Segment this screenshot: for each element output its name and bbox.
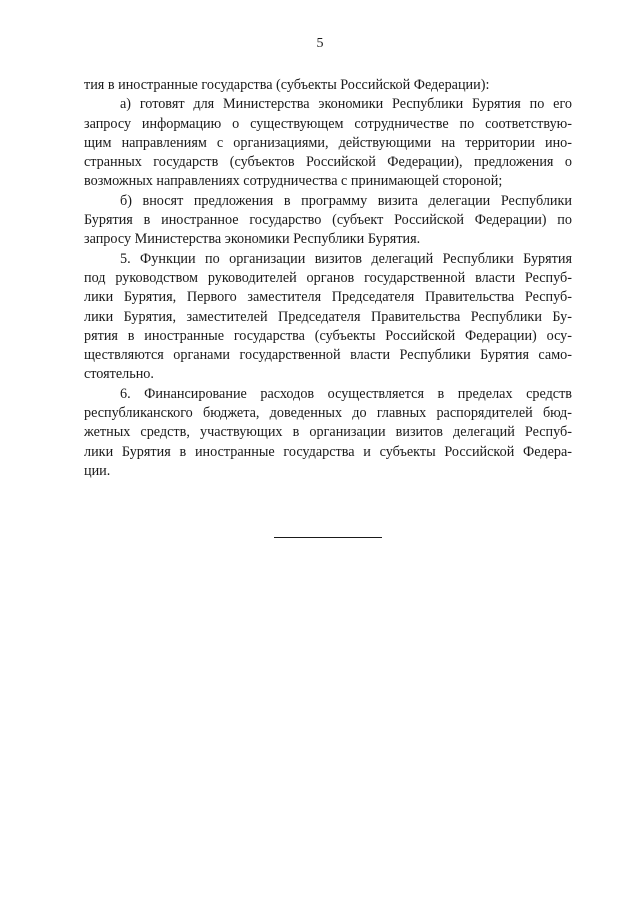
text-line: ществляются органами государственной власти Республики Бурятия само-	[84, 347, 572, 364]
text-line: тия в иностранные государства (субъекты Российской Федерации):	[84, 77, 490, 93]
text-line: странных государств (субъектов Российской Федерации), предложения о	[84, 154, 572, 171]
text-line: стоятельно.	[84, 366, 154, 383]
text-line: Бурятия в иностранное государство (субъект Российской Федерации) по	[84, 212, 572, 229]
text-line: под руководством руководителей органов государственной власти Респуб-	[84, 269, 572, 286]
text-line: 5. Функции по организации визитов делегаций Республики Бурятия	[120, 250, 572, 267]
text-line: запросу информацию о существующем сотрудничестве по соответствую-	[84, 115, 572, 132]
page-number: 5	[316, 36, 324, 51]
text-line: республиканского бюджета, доведенных до главных распорядителей бюд-	[84, 405, 572, 422]
text-line: щим направлениям с организациями, действующими на территории ино-	[84, 134, 572, 151]
text-line: 6. Финансирование расходов осуществляется в пределах средств	[120, 385, 572, 402]
paragraph-5	[84, 250, 572, 385]
paragraph-item-b	[84, 192, 572, 250]
paragraph-6	[84, 385, 572, 481]
document-body	[84, 76, 572, 481]
text-line: лики Бурятия, Первого заместителя Председателя Правительства Респуб-	[84, 289, 572, 306]
text-line: жетных средств, участвующих в организации визитов делегаций Респуб-	[84, 424, 572, 441]
text-line: рятия в иностранные государства (субъекты Российской Федерации) осу-	[84, 327, 572, 344]
text-line: лики Бурятия, заместителей Председателя Правительства Республики Бу-	[84, 308, 572, 325]
text-line: б) вносят предложения в программу визита делегации Республики	[120, 192, 572, 209]
text-line: а) готовят для Министерства экономики Республики Бурятия по его	[120, 96, 572, 113]
paragraph-continuation	[84, 76, 572, 95]
text-line: лики Бурятия в иностранные государства и субъекты Российской Федера-	[84, 443, 572, 460]
end-separator-line	[274, 537, 382, 538]
text-line: возможных направлениях сотрудничества с принимающей стороной;	[84, 173, 503, 190]
text-line: запросу Министерства экономики Республики Бурятия.	[84, 231, 421, 248]
text-line: ции.	[84, 462, 111, 479]
paragraph-item-a	[84, 95, 572, 191]
